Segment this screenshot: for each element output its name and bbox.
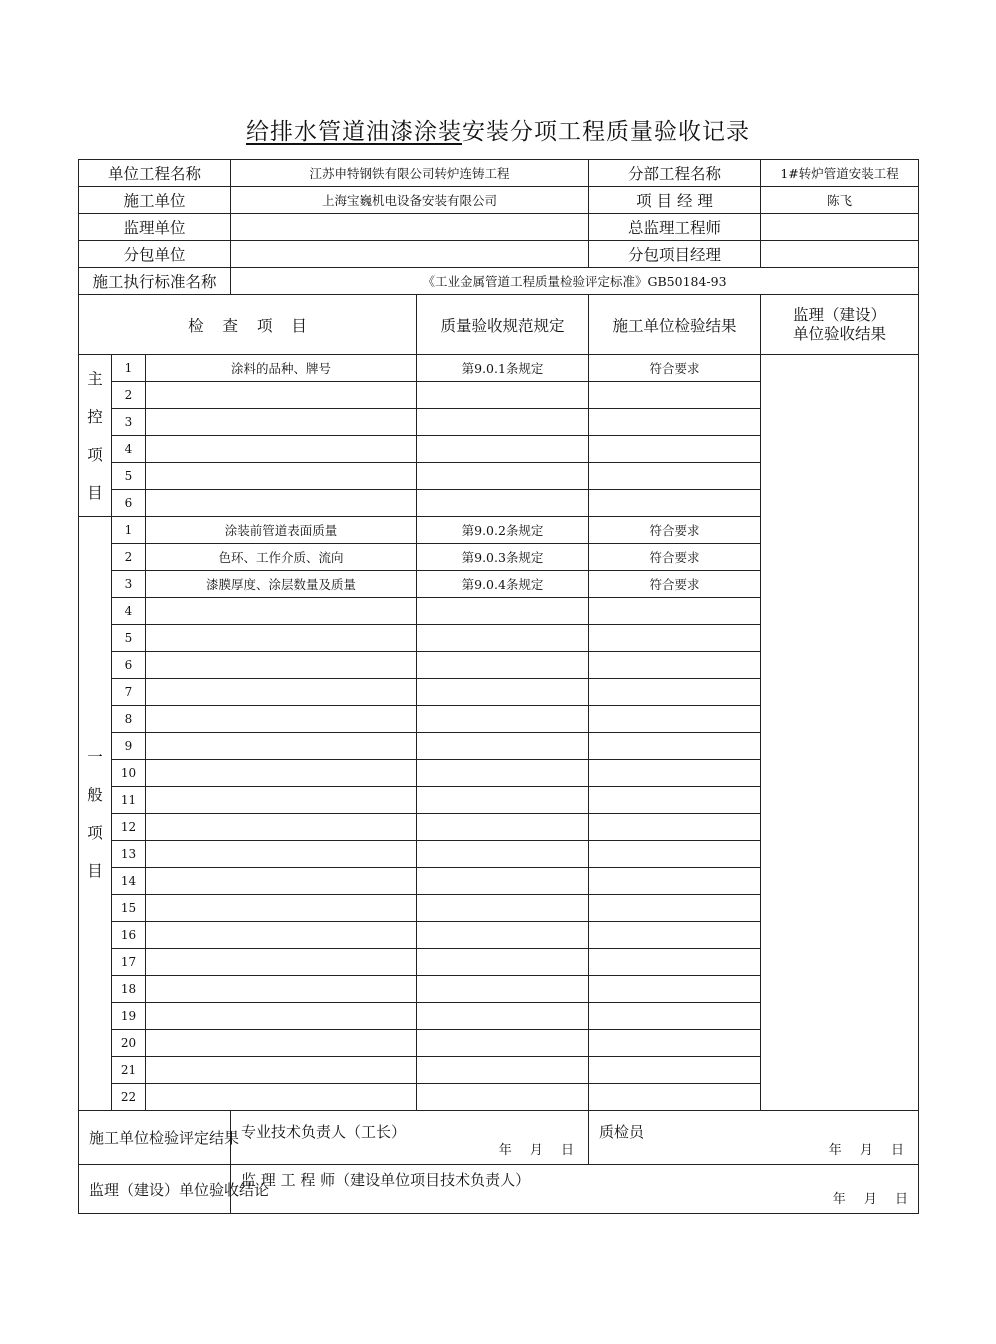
unit-project-label: 单位工程名称 [79,160,231,187]
row-result [589,409,761,436]
main_control-row [79,355,919,382]
row-check-item [146,1084,417,1111]
row-spec [417,814,589,841]
row-check-item [146,760,417,787]
row-spec: 第9.0.1条规定 [417,355,589,382]
row-number: 21 [112,1057,146,1084]
main_control-section-label-char: 控 [87,407,103,426]
subcontractor-label: 分包单位 [79,241,231,268]
row-spec [417,760,589,787]
title-rest: 安装分项工程质量验收记录 [462,119,750,145]
row-number: 13 [112,841,146,868]
row-spec [417,949,589,976]
row-number: 10 [112,760,146,787]
row-result [589,922,761,949]
row-result: 符合要求 [589,355,761,382]
row-check-item: 色环、工作介质、流向 [146,544,417,571]
row-number: 6 [112,652,146,679]
supervisor-engineer-sign-cell [231,1165,919,1214]
chief-supervisor-label: 总监理工程师 [589,214,761,241]
row-number: 7 [112,679,146,706]
row-number: 5 [112,463,146,490]
row-result [589,1003,761,1030]
tech-lead-date: 年 月 日 [498,1143,575,1158]
sub-project-value: 1#转炉管道安装工程 [761,160,919,187]
supervisor-engineer-date: 年 月 日 [832,1192,909,1207]
row-number: 11 [112,787,146,814]
row-result [589,841,761,868]
row-check-item [146,409,417,436]
row-result [589,463,761,490]
general-section-label-char: 般 [87,785,103,804]
row-result [589,652,761,679]
row-spec [417,436,589,463]
row-standard [79,268,919,295]
row-number: 1 [112,355,146,382]
supervision-unit-value [231,214,589,241]
row-number: 14 [112,868,146,895]
row-check-item [146,463,417,490]
standard-label: 施工执行标准名称 [79,268,231,295]
row-result [589,976,761,1003]
general-section-label-char: 目 [87,861,103,880]
row-result [589,868,761,895]
row-spec [417,706,589,733]
row-check-item [146,436,417,463]
main_control-section-label [79,355,112,517]
row-check-item [146,976,417,1003]
supervision-result-cell [761,355,919,1111]
row-spec [417,733,589,760]
construction-result-header: 施工单位检验结果 [589,295,761,355]
row-result [589,787,761,814]
supervision-unit-label: 监理单位 [79,214,231,241]
row-check-item [146,787,417,814]
row-result [589,625,761,652]
supervision-conclusion-label: 监理（建设）单位验收结论 [79,1165,231,1214]
row-check-item: 涂料的品种、牌号 [146,355,417,382]
row-result: 符合要求 [589,571,761,598]
row-result: 符合要求 [589,544,761,571]
inspector-label: 质检员 [599,1123,645,1141]
row-spec: 第9.0.2条规定 [417,517,589,544]
row-number: 8 [112,706,146,733]
row-number: 19 [112,1003,146,1030]
row-number: 5 [112,625,146,652]
row-number: 2 [112,382,146,409]
row-check-item [146,868,417,895]
row-spec: 第9.0.3条规定 [417,544,589,571]
row-number: 2 [112,544,146,571]
sub-pm-value [761,241,919,268]
row-result [589,760,761,787]
row-check-item [146,652,417,679]
supervision-result-header-line2: 单位验收结果 [793,324,887,343]
project-manager-value: 陈飞 [761,187,919,214]
row-result: 符合要求 [589,517,761,544]
row-result [589,733,761,760]
construction-unit-label: 施工单位 [79,187,231,214]
row-unit-project [79,160,919,187]
supervision-result-header [761,295,919,355]
row-check-item [146,841,417,868]
row-number: 12 [112,814,146,841]
row-number: 17 [112,949,146,976]
row-check-item [146,1003,417,1030]
supervision-result-header-line1: 监理（建设） [793,305,887,324]
project-manager-label: 项 目 经 理 [589,187,761,214]
row-number: 3 [112,571,146,598]
row-spec [417,382,589,409]
row-result [589,490,761,517]
row-check-item [146,679,417,706]
row-spec [417,1057,589,1084]
row-spec [417,922,589,949]
row-spec [417,841,589,868]
tech-lead-label: 专业技术负责人（工长） [241,1123,407,1141]
check-item-header: 检 查 项 目 [79,295,417,355]
row-spec [417,598,589,625]
row-result [589,949,761,976]
row-number: 20 [112,1030,146,1057]
row-number: 4 [112,598,146,625]
row-spec [417,652,589,679]
construction-eval-label: 施工单位检验评定结果 [79,1111,231,1165]
row-spec [417,895,589,922]
main_control-section-label-char: 目 [87,483,103,502]
row-construction-eval [79,1111,919,1165]
row-spec [417,625,589,652]
main_control-section-label-char: 主 [87,369,103,388]
row-number: 1 [112,517,146,544]
row-supervision-conclusion [79,1165,919,1214]
row-check-item [146,814,417,841]
row-result [589,598,761,625]
subcontractor-value [231,241,589,268]
row-spec [417,787,589,814]
row-result [589,1084,761,1111]
row-check-item [146,598,417,625]
inspector-sign-cell [589,1111,919,1165]
unit-project-value: 江苏申特钢铁有限公司转炉连铸工程 [231,160,589,187]
row-result [589,814,761,841]
row-number: 3 [112,409,146,436]
sub-pm-label: 分包项目经理 [589,241,761,268]
row-spec [417,1003,589,1030]
title-underlined-part: 给排水管道油漆涂装 [246,119,462,145]
row-spec [417,463,589,490]
row-number: 9 [112,733,146,760]
construction-unit-value: 上海宝巍机电设备安装有限公司 [231,187,589,214]
chief-supervisor-value [761,214,919,241]
row-number: 16 [112,922,146,949]
row-check-item [146,733,417,760]
standard-value: 《工业金属管道工程质量检验评定标准》GB50184-93 [231,268,919,295]
row-number: 22 [112,1084,146,1111]
row-number: 6 [112,490,146,517]
row-supervision-unit [79,214,919,241]
row-check-item: 涂装前管道表面质量 [146,517,417,544]
row-number: 4 [112,436,146,463]
general-section-label [79,517,112,1111]
row-check-item [146,382,417,409]
row-result [589,679,761,706]
row-check-item [146,1030,417,1057]
row-result [589,706,761,733]
row-number: 18 [112,976,146,1003]
row-spec [417,1084,589,1111]
general-section-label-char: 一 [87,747,103,766]
row-spec [417,868,589,895]
row-result [589,1030,761,1057]
row-spec [417,976,589,1003]
row-result [589,382,761,409]
row-result [589,895,761,922]
general-section-label-char: 项 [87,823,103,842]
supervisor-engineer-label: 监 理 工 程 师（建设单位项目技术负责人） [241,1171,531,1189]
row-result [589,436,761,463]
row-check-item [146,895,417,922]
row-check-item [146,949,417,976]
main_control-section-label-char: 项 [87,445,103,464]
sub-project-label: 分部工程名称 [589,160,761,187]
row-result [589,1057,761,1084]
row-spec [417,1030,589,1057]
row-check-item [146,706,417,733]
row-column-headers [79,295,919,355]
row-check-item: 漆膜厚度、涂层数量及质量 [146,571,417,598]
row-spec [417,409,589,436]
inspector-date: 年 月 日 [828,1143,905,1158]
page-title [0,113,996,146]
row-check-item [146,1057,417,1084]
row-number: 15 [112,895,146,922]
row-check-item [146,625,417,652]
row-check-item [146,922,417,949]
tech-lead-sign-cell [231,1111,589,1165]
spec-header: 质量验收规范规定 [417,295,589,355]
row-subcontractor [79,241,919,268]
inspection-record-table [78,159,919,1214]
row-spec: 第9.0.4条规定 [417,571,589,598]
row-construction-unit [79,187,919,214]
row-check-item [146,490,417,517]
row-spec [417,679,589,706]
row-spec [417,490,589,517]
